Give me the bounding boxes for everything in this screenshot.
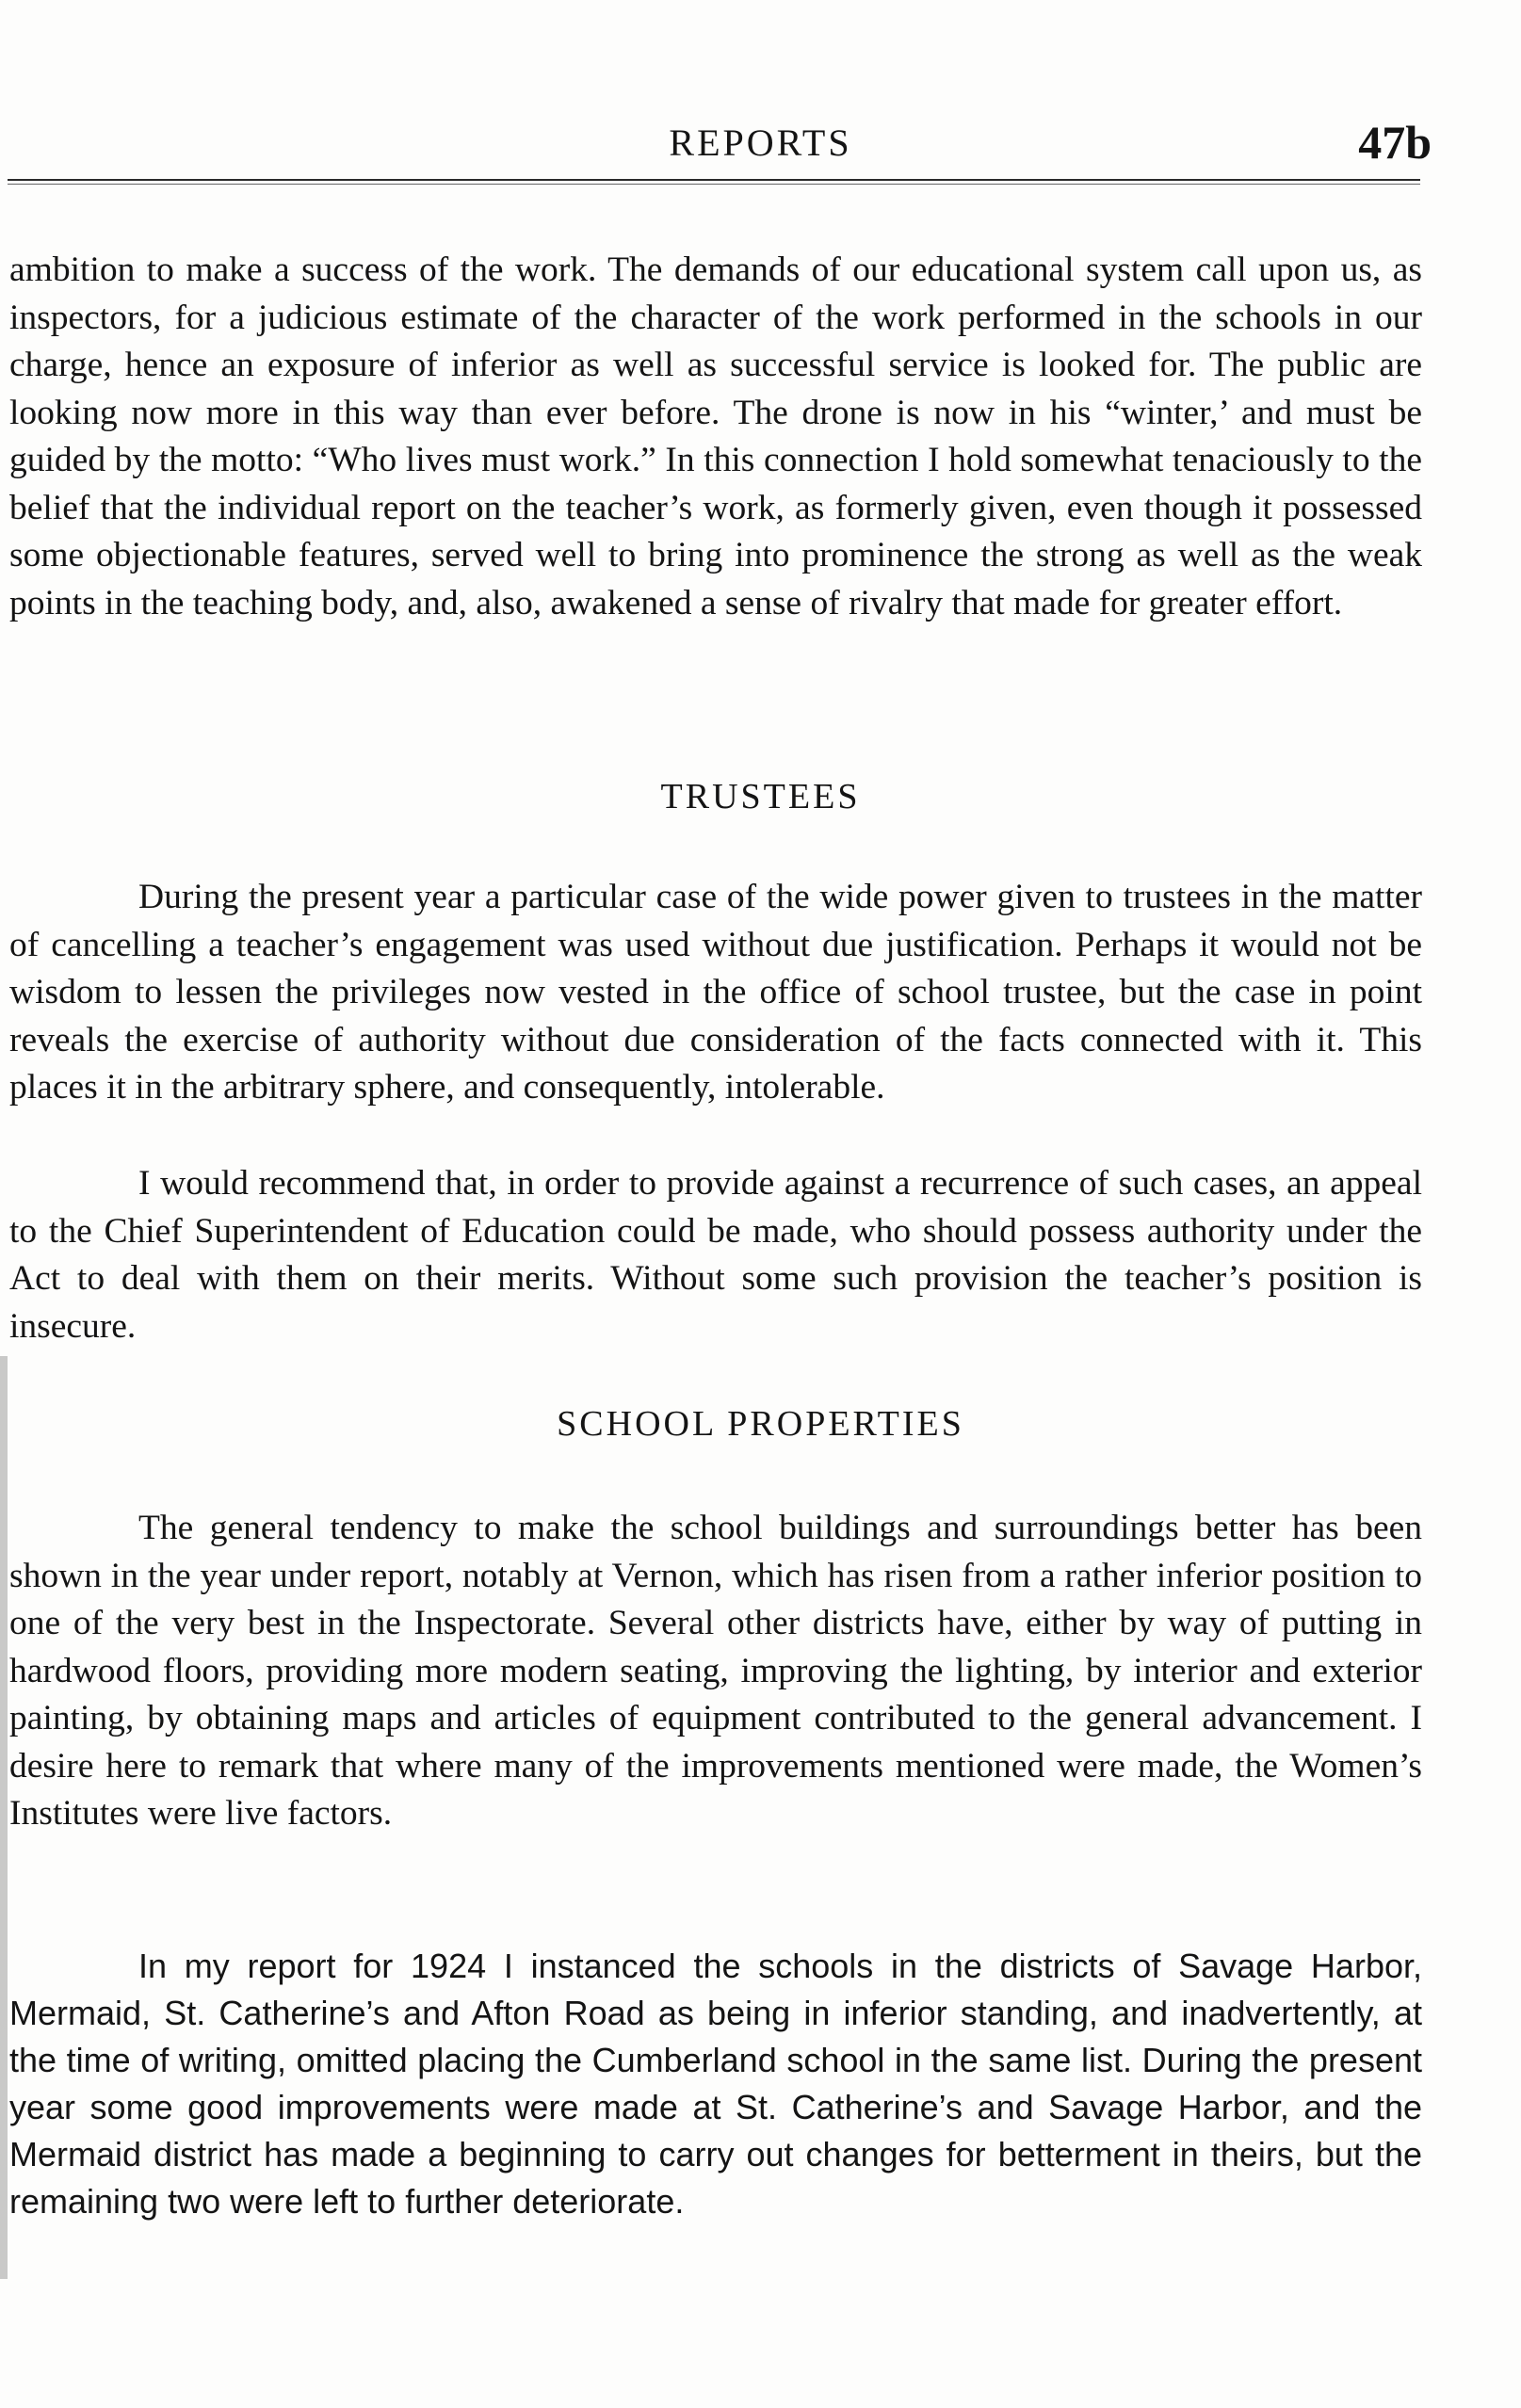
- school-properties-paragraph-2: In my report for 1924 I instanced the schools in the districts of Savage Harbor, Mermaid, St. Catherine’s and Afton Road as being in inferior standing, and inadvertently, at the time of writing, omitted placing the Cumberland school in the same list. During the present year some good improvements were made at St. Catherine’s and Savage Harbor, and the Mermaid district has made a beginning to carry out changes for betterment in theirs, but the remaining two were left to further deteriorate.: [9, 1947, 1422, 2221]
- trustees-paragraph-2: I would recommend that, in order to provide against a recurrence of such cases, an appeal to the Chief Superintendent of Education could be made, who should possess authority under the Act to deal with them on their merits. Without some such provision the teacher’s position is insecure.: [9, 1164, 1422, 1346]
- trustees-paragraph-block-1: [9, 874, 1422, 1112]
- section-heading-school-properties: SCHOOL PROPERTIES: [557, 1404, 964, 1444]
- header-rule: [8, 179, 1420, 181]
- page-number: 47b: [1358, 116, 1432, 169]
- header-rule-thin: [8, 184, 1420, 185]
- section-heading-trustees: TRUSTEES: [660, 777, 861, 816]
- trustees-paragraph-1: During the present year a particular case of the wide power given to trustees in the matter of cancelling a teacher’s engagement was used without due justification. Perhaps it would not be wisdom to lessen the privileges now vested in the office of school trustee, but the case in point reveals the exercise of authority without due consideration of the facts connected with it. This places it in the arbitrary sphere, and consequently, intolerable.: [9, 878, 1422, 1107]
- scan-margin-shadow: [0, 1356, 8, 2279]
- school-properties-paragraph-block-1: [9, 1505, 1422, 1838]
- school-properties-paragraph-1: The general tendency to make the school buildings and surroundings better has been shown in the year under report, notably at Vernon, which has risen from a rather inferior position to one of the very best in the Inspectorate. Several other districts have, either by way of putting in hardwood floors, providing more modern seating, improving the lighting, by interior and exterior painting, by obtaining maps and articles of equipment contributed to the general advancement. I desire here to remark that where many of the improvements mentioned were made, the Women’s Institutes were live factors.: [9, 1509, 1422, 1833]
- school-properties-paragraph-block-2: [9, 1943, 1422, 2225]
- continuation-paragraph-block: [9, 247, 1422, 627]
- trustees-paragraph-block-2: [9, 1160, 1422, 1350]
- running-title: REPORTS: [669, 121, 852, 164]
- continuation-paragraph: ambition to make a success of the work. The demands of our educational system call upon us, as inspectors, for a judicious estimate of the character of the work performed in the schools in our charge, hence an exposure of inferior as well as successful service is looked for. The public are looking now more in this way than ever before. The drone is now in his “winter,’ and must be guided by the motto: “Who lives must work.” In this connection I hold somewhat tenaciously to the belief that the individual report on the teacher’s work, as formerly given, even though it possessed some objectionable features, served well to bring into prominence the strong as well as the weak points in the teaching body, and, also, awakened a sense of rivalry that made for greater effort.: [9, 250, 1422, 622]
- running-header: [0, 116, 1521, 177]
